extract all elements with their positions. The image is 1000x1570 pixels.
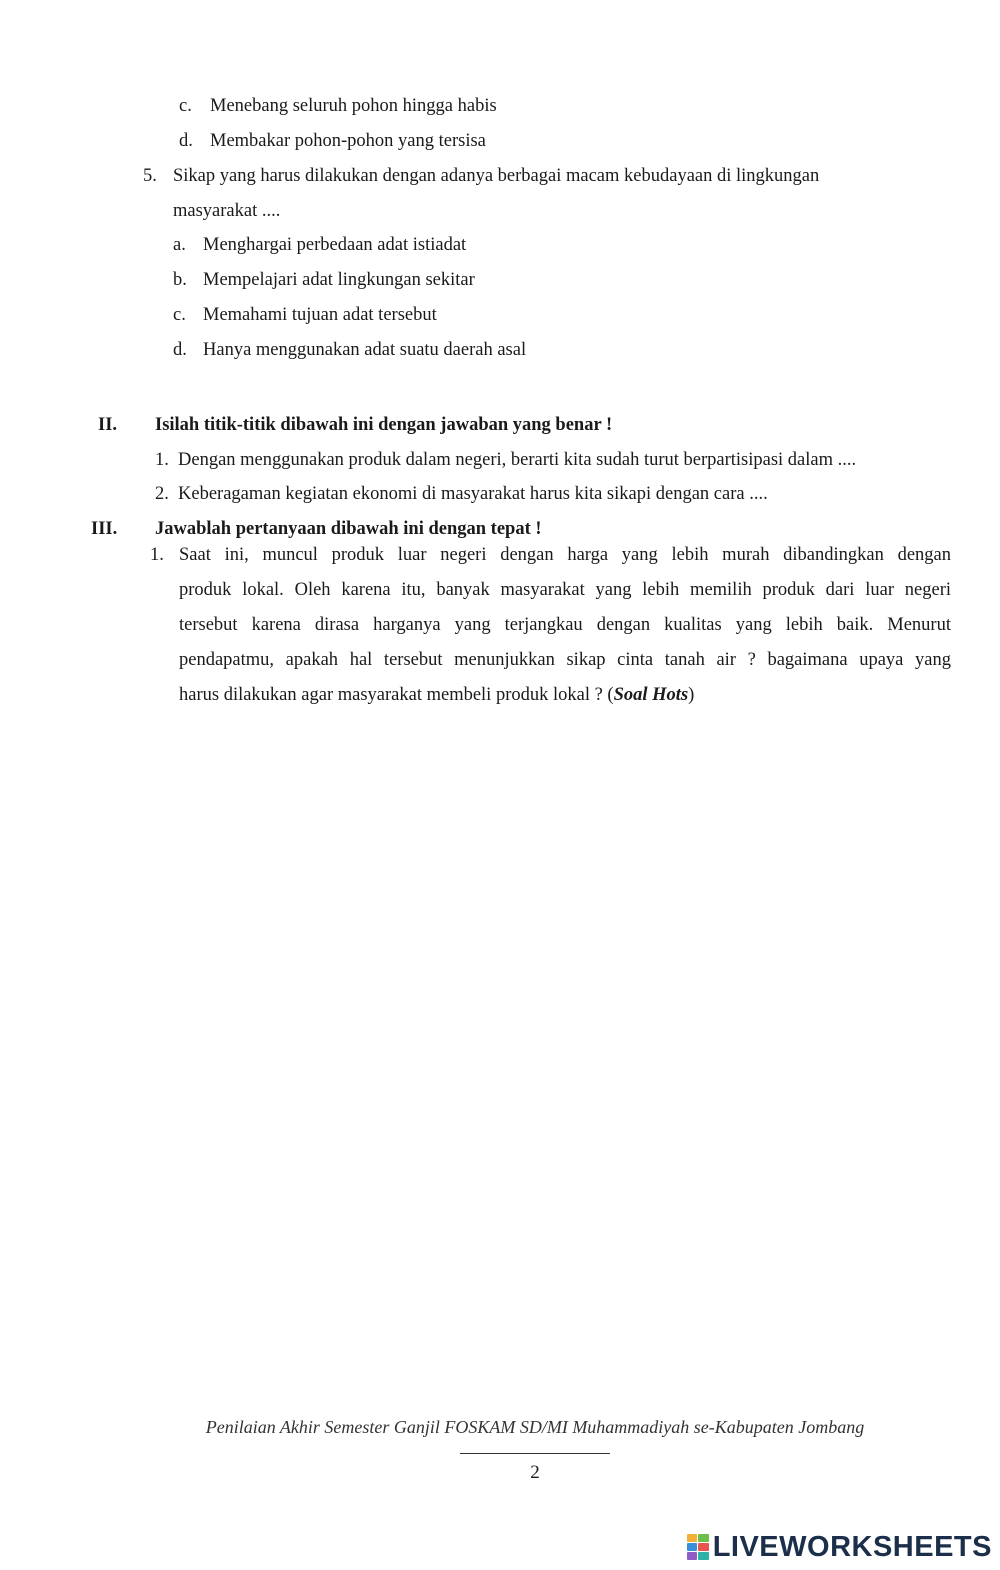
option-letter: a.	[173, 235, 186, 255]
item-number: 1.	[155, 450, 169, 470]
section-title: Jawablah pertanyaan dibawah ini dengan tepat !	[155, 519, 542, 539]
option-text: Mempelajari adat lingkungan sekitar	[203, 270, 475, 290]
option-text: Menghargai perbedaan adat istiadat	[203, 235, 467, 255]
brand-name: LIVEWORKSHEETS	[712, 1531, 992, 1563]
q5-option-d	[173, 338, 526, 362]
q5-option-a	[173, 233, 466, 257]
q5-option-c	[173, 303, 437, 327]
section-numeral: III.	[91, 519, 118, 539]
option-text: Menebang seluruh pohon hingga habis	[210, 96, 497, 116]
section-3-item-number	[150, 543, 164, 567]
option-text: Memahami tujuan adat tersebut	[203, 305, 437, 325]
q4-option-d	[179, 129, 486, 153]
option-text: Hanya menggunakan adat suatu daerah asal	[203, 340, 527, 360]
item-text: Dengan menggunakan produk dalam negeri, berarti kita sudah turut berpartisipasi dalam ....	[178, 450, 857, 470]
question-text: harus dilakukan agar masyarakat membeli produk lokal ? (	[179, 685, 614, 705]
section-3-question-line-2: produk lokal. Oleh karena itu, banyak masyarakat yang lebih memilih produk dari luar negeri	[179, 580, 951, 600]
option-letter: d.	[179, 131, 193, 151]
section-numeral: II.	[98, 415, 118, 435]
q5-question-cont	[173, 199, 280, 223]
option-letter: c.	[173, 305, 186, 325]
section-3-question-line-4: pendapatmu, apakah hal tersebut menunjukkan sikap cinta tanah air ? bagaimana upaya yang	[179, 650, 951, 670]
closing-paren: )	[688, 685, 695, 705]
page-number: 2	[530, 1462, 540, 1483]
section-title: Isilah titik-titik dibawah ini dengan jawaban yang benar !	[155, 415, 613, 435]
section-3-heading	[91, 517, 542, 541]
section-2-item-2	[155, 482, 768, 506]
question-text-line: Sikap yang harus dilakukan dengan adanya berbagai macam kebudayaan di lingkungan	[173, 166, 820, 186]
item-number: 2.	[155, 484, 169, 504]
footer-caption: Penilaian Akhir Semester Ganjil FOSKAM SD/MI Muhammadiyah se-Kabupaten Jombang	[205, 1417, 865, 1437]
q5-question	[143, 164, 819, 188]
question-text-line: masyarakat ....	[173, 201, 281, 221]
question-number: 5.	[143, 166, 157, 186]
q4-option-c	[179, 94, 497, 118]
section-3-question-line-5	[179, 683, 951, 707]
item-text: Keberagaman kegiatan ekonomi di masyarakat harus kita sikapi dengan cara ....	[178, 484, 768, 504]
option-text: Membakar pohon-pohon yang tersisa	[210, 131, 486, 151]
footer-divider	[460, 1453, 610, 1454]
option-letter: b.	[173, 270, 187, 290]
item-number: 1.	[150, 545, 164, 565]
option-letter: d.	[173, 340, 187, 360]
section-3-question-line-1: Saat ini, muncul produk luar negeri dengan harga yang lebih murah dibandingkan dengan	[179, 545, 951, 565]
liveworksheets-logo-icon	[687, 1534, 709, 1560]
hots-label: Soal Hots	[613, 685, 689, 705]
liveworksheets-brand[interactable]	[687, 1530, 992, 1564]
q5-option-b	[173, 268, 475, 292]
section-2-heading	[98, 413, 612, 437]
section-2-item-1	[155, 448, 856, 472]
option-letter: c.	[179, 96, 192, 116]
section-3-question-line-3: tersebut karena dirasa harganya yang terjangkau dengan kualitas yang lebih baik. Menurut	[179, 615, 951, 635]
